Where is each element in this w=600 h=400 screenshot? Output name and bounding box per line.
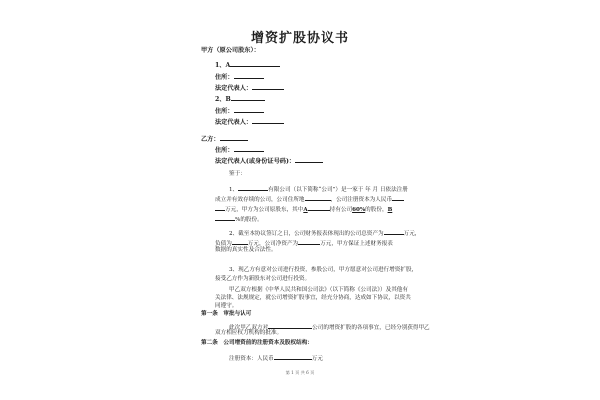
clause-2-line-3: 数据的真实性及合法性。: [215, 247, 277, 253]
document-title: 增资扩股协议书: [250, 31, 349, 46]
article-1-heading: 第一条 审批与认可: [201, 311, 252, 317]
party-b-heading: 乙方：: [201, 134, 248, 143]
clause-2-line-1: 2、截至本协议签订之日，公司财务报表体现出的公司总资产为 万元，: [229, 228, 420, 238]
clause-4-line-3: 同遵守。: [215, 303, 238, 309]
shareholder-2-address: 住所：: [215, 106, 264, 115]
party-b-legal-rep: 法定代表人(或身份证号码)：: [215, 156, 323, 165]
party-a-heading: 甲方（原公司股东）：: [201, 47, 260, 54]
shareholder-1-address: 住所：: [215, 72, 264, 81]
article-1-line-2: 双方相应权力机构的批准。: [215, 330, 283, 336]
article-2-registered-capital: 注册资本：人民币 万元: [229, 353, 323, 363]
clause-4-line-1: 甲乙双方根据《中华人民共和国公司法》（以下简称《公司法》）及其他有: [229, 287, 408, 293]
shareholder-1-legal-rep: 法定代表人：: [215, 83, 284, 92]
clause-2-line-2: 负债为 万元，公司净资产为 万元，甲方保证上述财务报表: [215, 238, 393, 248]
clause-1-line-3: 万元，甲方为公司原股东，其中A 持有公司60%的股份，B: [215, 204, 392, 214]
clause-4-line-2: 关法律、法规规定，就公司增资扩股事宜，经充分协商，达成如下协议，以资共: [215, 295, 411, 301]
shareholder-2-name: 2、B: [215, 94, 265, 103]
clause-1-line-1: 1、 有限公司（以下简称“公司”）是一家于 年 月 日依法注册: [229, 184, 408, 194]
page-footer: 第 1 页 共 6 页: [285, 370, 315, 375]
clause-1-line-2: 成立并有效存续的公司，公司住所地 ，公司注册资本为人民币: [215, 194, 404, 204]
shareholder-1-name: 1、A: [215, 60, 280, 69]
clause-1-line-4: %的股份。: [215, 214, 263, 224]
article-1-line-1: 此次甲乙双方对 公司的增资扩股的各项事宜，已经分别获得甲乙: [229, 322, 430, 332]
preamble: 鉴于：: [229, 171, 246, 177]
clause-3-line-2: 接受乙方作为新股东对公司进行投资。: [215, 276, 311, 282]
clause-3-line-1: 3、现乙方有意对公司进行投资，参股公司，甲方愿意对公司进行增资扩股，: [229, 267, 418, 273]
party-b-address: 住所：: [215, 145, 264, 154]
article-2-heading-main: 第二条 公司增资前的注册资本及股权结构：: [201, 340, 313, 346]
shareholder-2-legal-rep: 法定代表人：: [215, 117, 284, 126]
